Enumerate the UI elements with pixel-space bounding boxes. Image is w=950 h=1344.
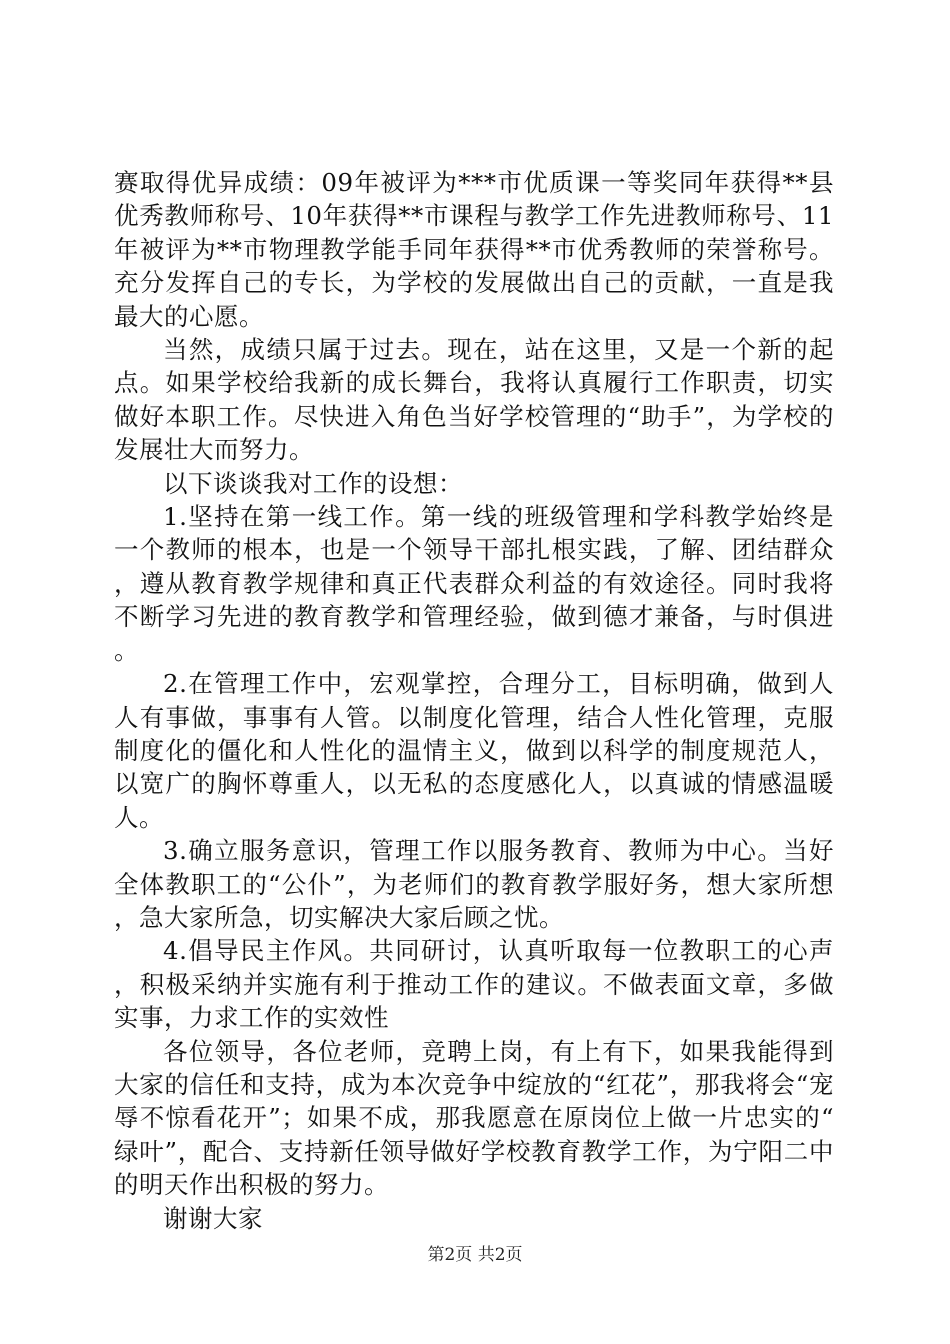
paragraph-plan-item-2: 2.在管理工作中，宏观掌控，合理分工，目标明确，做到人人有事做，事事有人管。以制度化管理，结合人性化管理，克服制度化的僵化和人性化的温情主义，做到以科学的制度规范人，以宽广的胸怀尊重人，以无私的态度感化人，以真诚的情感温暖人。	[114, 669, 834, 832]
paragraph-plan-item-1: 1.坚持在第一线工作。第一线的班级管理和学科教学始终是一个教师的根本，也是一个领导干部扎根实践，了解、团结群众，遵从教育教学规律和真正代表群众利益的有效途径。同时我将不断学习先进的教育教学和管理经验，做到德才兼备，与时俱进。	[114, 502, 834, 665]
paragraph-plan-item-3: 3.确立服务意识，管理工作以服务教育、教师为中心。当好全体教职工的“公仆”，为老师们的教育教学服好务，想大家所想，急大家所急，切实解决大家后顾之忧。	[114, 836, 834, 932]
paragraph-thanks: 谢谢大家	[163, 1203, 263, 1233]
paragraph-plan-item-4: 4.倡导民主作风。共同研讨，认真听取每一位教职工的心声，积极采纳并实施有利于推动工作的建议。不做表面文章，多做实事，力求工作的实效性	[114, 936, 834, 1033]
document-body	[114, 166, 834, 1235]
page-number-indicator: 第2页 共2页	[427, 1245, 523, 1265]
paragraph-achievements: 赛取得优异成绩：09年被评为***市优质课一等奖同年获得**县优秀教师称号、10年获得**市课程与教学工作先进教师称号、11年被评为**市物理教学能手同年获得**市优秀教师的荣誉称号。充分发挥自己的专长，为学校的发展做出自己的贡献，一直是我最大的心愿。	[114, 168, 834, 331]
paragraph-work-plan-intro: 以下谈谈我对工作的设想：	[163, 468, 463, 498]
paragraph-new-start: 当然，成绩只属于过去。现在，站在这里，又是一个新的起点。如果学校给我新的成长舞台，我将认真履行工作职责，切实做好本职工作。尽快进入角色当好学校管理的“助手”，为学校的发展壮大而努力。	[114, 335, 834, 465]
paragraph-closing: 各位领导，各位老师，竞聘上岗，有上有下，如果我能得到大家的信任和支持，成为本次竞争中绽放的“红花”，那我将会“宠辱不惊看花开”；如果不成，那我愿意在原岗位上做一片忠实的“绿叶”，配合、支持新任领导做好学校教育教学工作，为宁阳二中的明天作出积极的努力。	[114, 1036, 834, 1200]
page-footer	[0, 1244, 950, 1266]
